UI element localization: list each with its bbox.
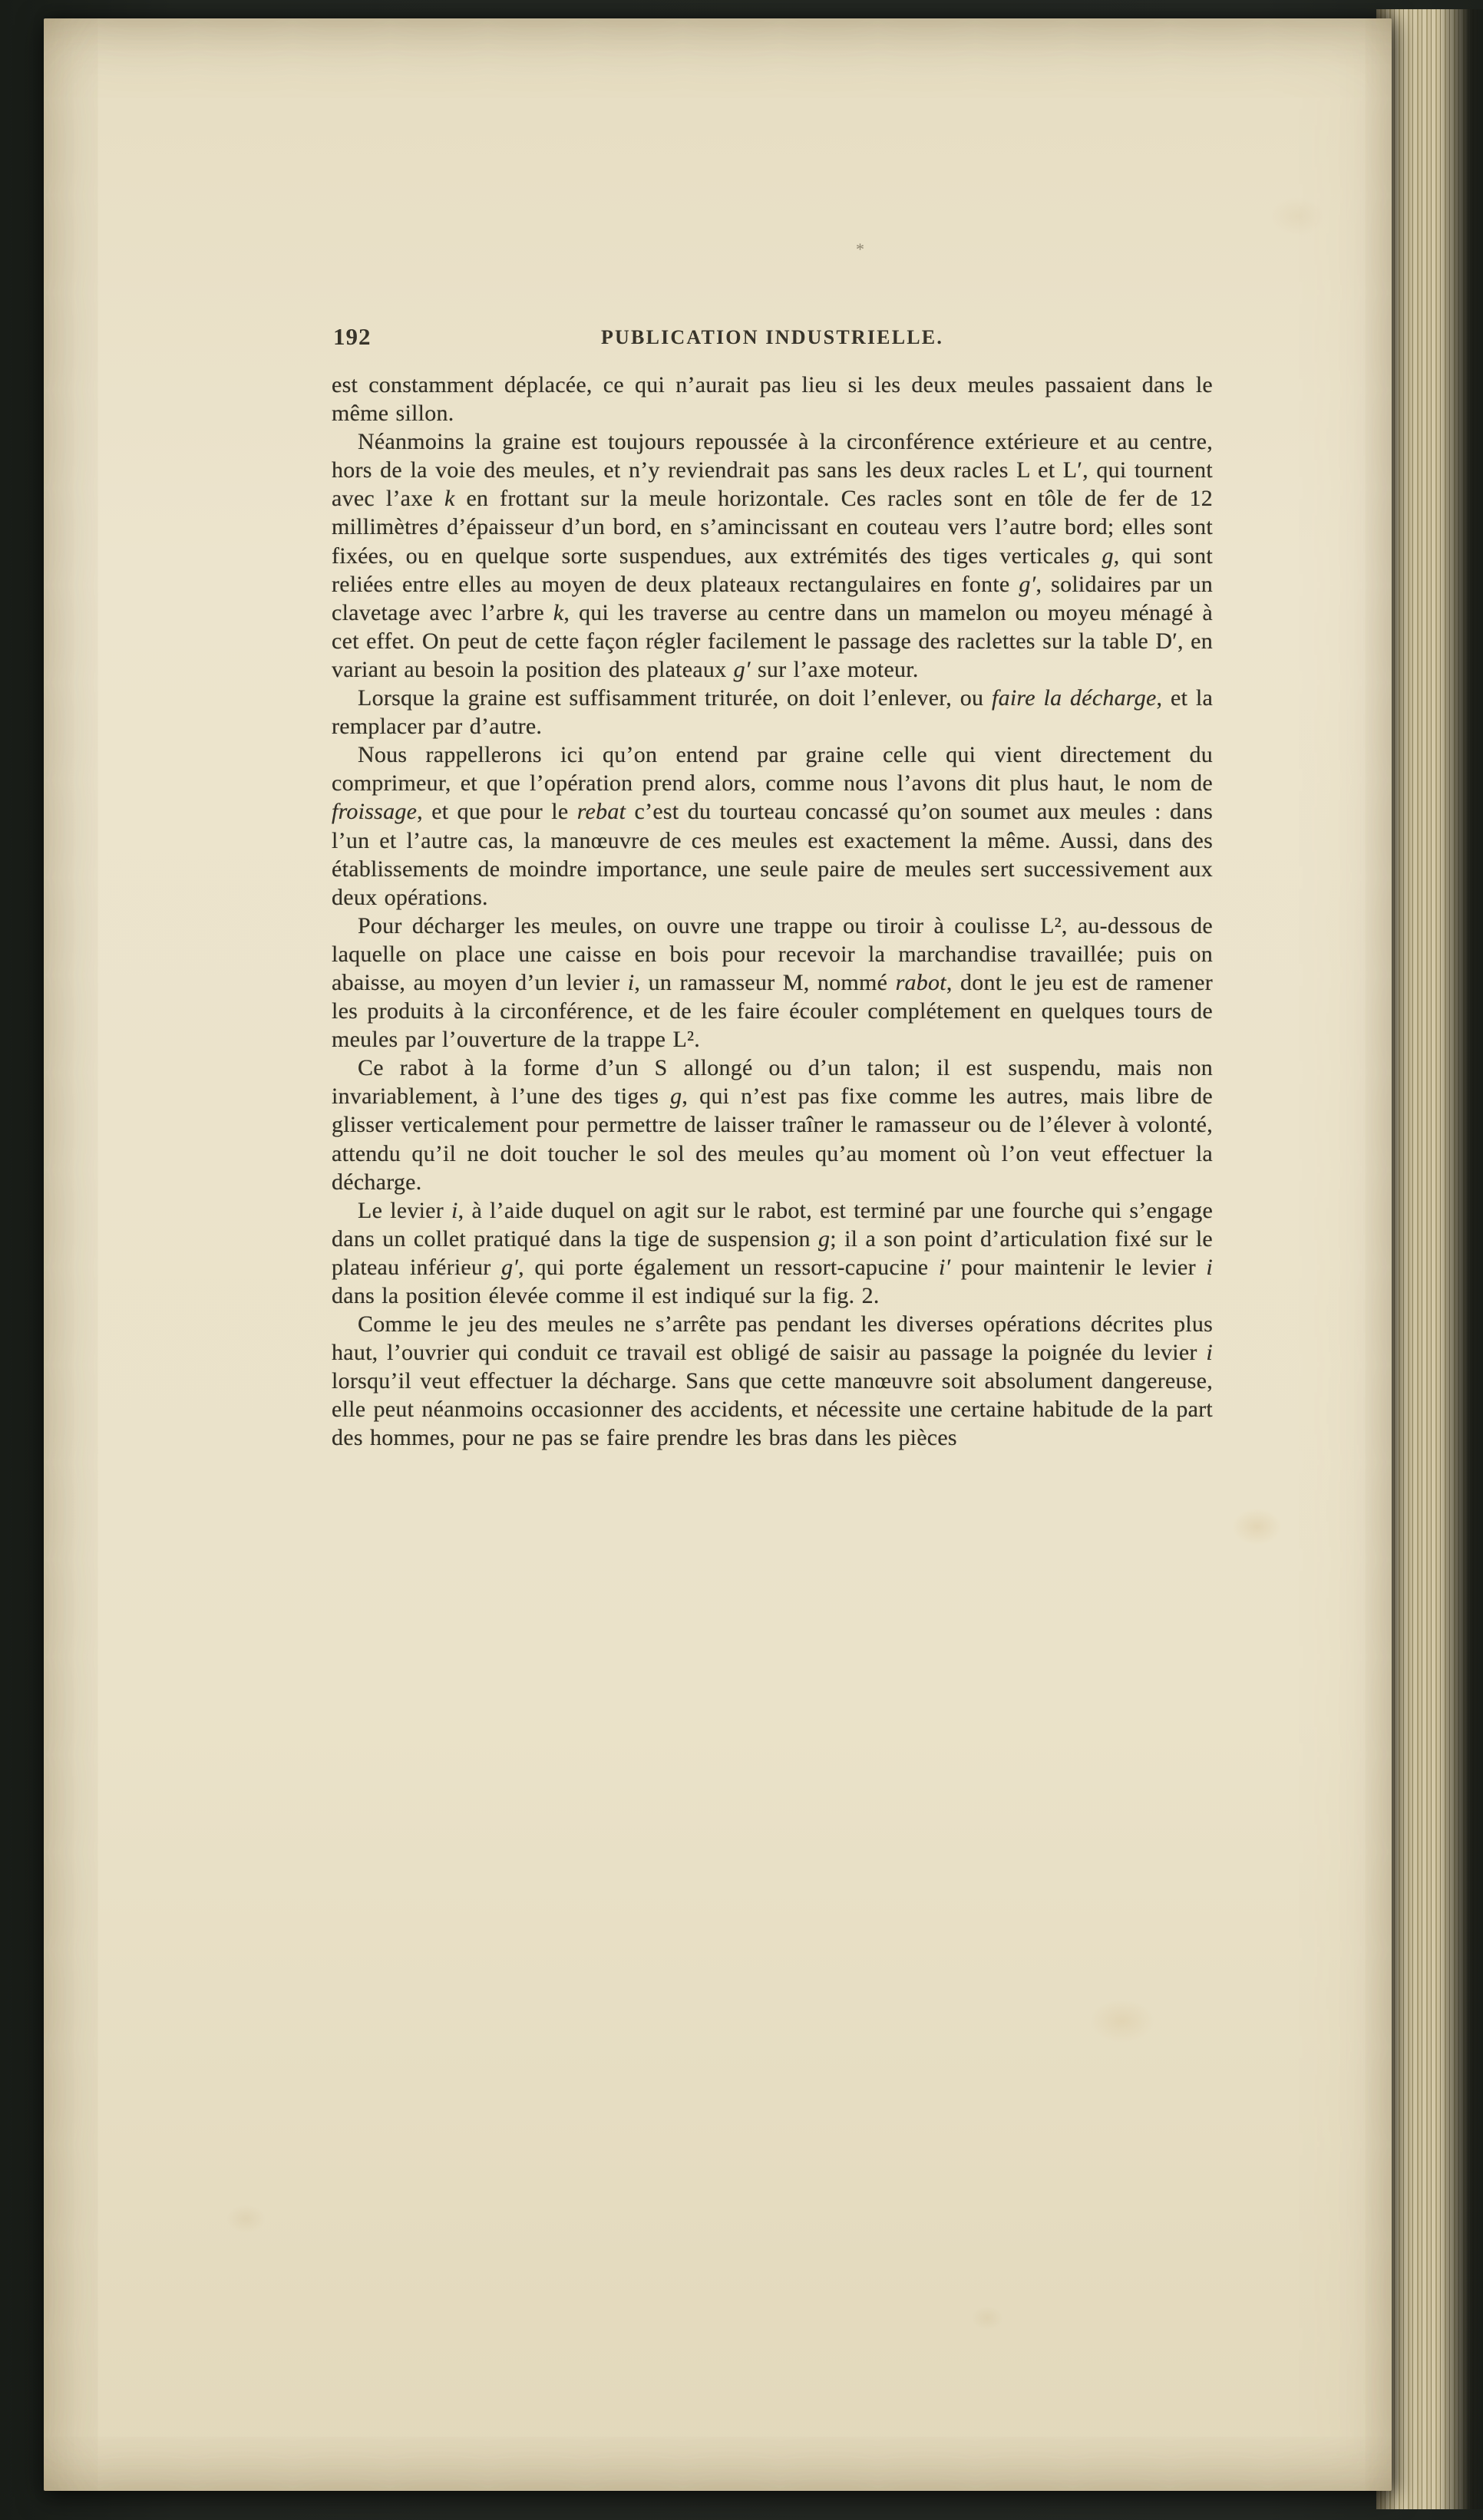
page-header: [332, 322, 1213, 355]
printer-mark: *: [856, 239, 864, 259]
paragraph: Nous rappellerons ici qu’on entend par graine celle qui vient directement du comprimeur, et que l’opération prend alors, comme nous l’avons dit plus haut, le nom de froissage, et que pour le rebat c’est du tourteau concassé qu’on soumet aux meules : dans l’un et l’autre cas, la manœuvre de ces meules est exactement la même. Aussi, dans des établissements de moindre importance, une seule paire de meules sert successivement aux deux opérations.: [332, 742, 1213, 910]
page-edge-stack: [1376, 9, 1483, 2509]
paragraph: est constamment déplacée, ce qui n’aurait pas lieu si les deux meules passaient dans le même sillon.: [332, 372, 1213, 427]
page-text: [332, 371, 1213, 1453]
running-title: PUBLICATION INDUSTRIELLE.: [600, 326, 944, 348]
paragraph: Lorsque la graine est suffisamment triturée, on doit l’enlever, ou faire la décharge, et la remplacer par d’autre.: [332, 685, 1214, 740]
paragraph: Ce rabot à la forme d’un S allongé ou d’un talon; il est suspendu, mais non invariablement, à l’une des tiges g, qui n’est pas fixe comme les autres, mais libre de glisser verticalement pour permettre de laisser traîner le ramasseur ou de l’élever à volonté, attendu qu’il ne doit toucher le sol des meules qu’au moment où l’on veut effectuer la décharge.: [332, 1055, 1213, 1195]
text-column: [332, 322, 1213, 1453]
paragraph: Pour décharger les meules, on ouvre une trappe ou tiroir à coulisse L², au-dessous de laquelle on place une caisse en bois pour recevoir la marchandise travaillée; puis on abaisse, au moyen d’un levier i, un ramasseur M, nommé rabot, dont le jeu est de ramener les produits à la circonférence, et de les faire écouler complétement en quelques tours de meules par l’ouverture de la trappe L².: [332, 912, 1213, 1053]
page-number: 192: [333, 323, 372, 350]
paragraph: Le levier i, à l’aide duquel on agit sur le rabot, est terminé par une fourche qui s’engage dans un collet pratiqué dans la tige de suspension g; il a son point d’articulation fixé sur le plateau inférieur g′, qui porte également un ressort-capucine i′ pour maintenir le levier i dans la position élevée comme il est indiqué sur la fig. 2.: [332, 1197, 1214, 1308]
paragraph: Néanmoins la graine est toujours repoussée à la circonférence extérieure et au centre, hors de la voie des meules, et n’y reviendrait pas sans les deux racles L et L′, qui tournent avec l’axe k en frottant sur la meule horizontale. Ces racles sont en tôle de fer de 12 millimètres d’épaisseur d’un bord, en s’amincissant en couteau vers l’autre bord; elles sont fixées, ou en quelque sorte suspendues, aux extrémités des tiges verticales g, qui sont reliées entre elles au moyen de deux plateaux rectangulaires en fonte g′, solidaires par un clavetage avec l’arbre k, qui les traverse au centre dans un mamelon ou moyeu ménagé à cet effet. On peut de cette façon régler facilement le passage des raclettes sur la table D′, en variant au besoin la position des plateaux g′ sur l’axe moteur.: [332, 429, 1214, 682]
paragraph: Comme le jeu des meules ne s’arrête pas pendant les diverses opérations décrites plus haut, l’ouvrier qui conduit ce travail est obligé de saisir au passage la poignée du levier i lorsqu’il veut effectuer la décharge. Sans que cette manœuvre soit absolument dangereuse, elle peut néanmoins occasionner des accidents, et nécessite une certaine habitude de la part des hommes, pour ne pas se faire prendre les bras dans les pièces: [332, 1311, 1213, 1451]
book-page: [44, 18, 1392, 2491]
